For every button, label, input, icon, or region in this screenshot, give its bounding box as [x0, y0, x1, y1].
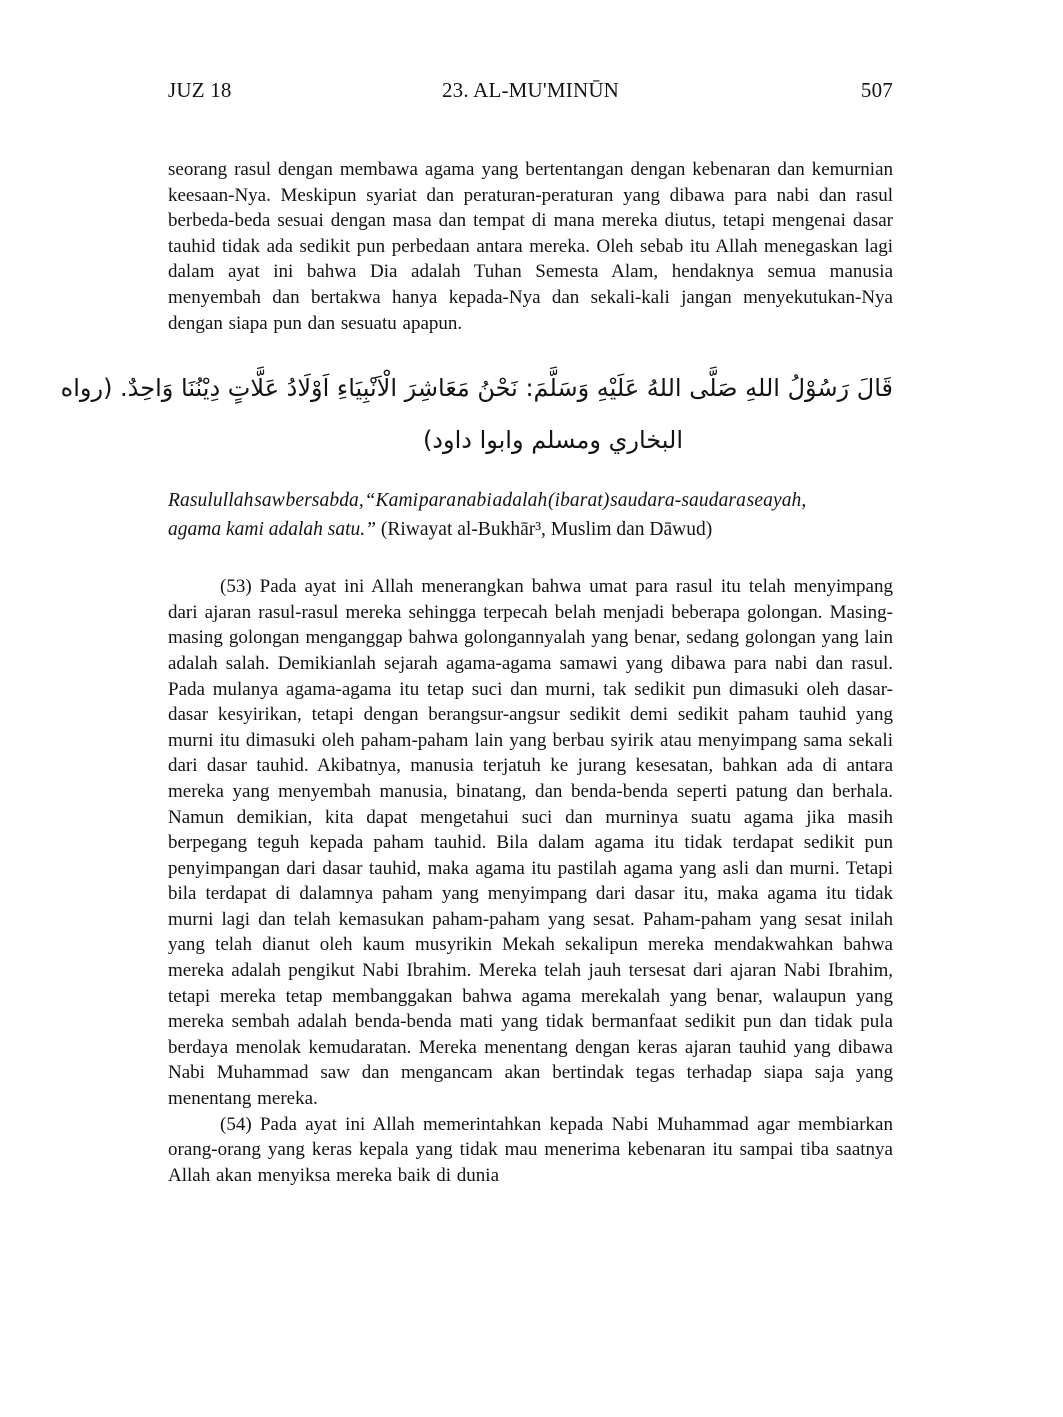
translation-line-2 — [168, 515, 893, 544]
translation-line-2-italic: agama kami adalah satu.” — [168, 519, 377, 541]
header-surah-title: 23. AL-MU'MINŪN — [441, 78, 620, 102]
translation-source: (Riwayat al-Bukhār³, Muslim dan Dāwud) — [376, 519, 713, 541]
header-page-number: 507 — [860, 78, 893, 102]
translation-line-1: Rasulullah saw bersabda, “Kami para nabi adalah (ibarat) saudara-saudara seayah, — [168, 490, 807, 512]
hadith-arabic-line-2: البخاري ومسلم وابوا داود) — [422, 426, 683, 455]
paragraph-53: (53) Pada ayat ini Allah menerangkan bahwa umat para rasul itu telah menyimpang dari ajaran rasul-rasul mereka sehingga terpecah belah menjadi beberapa golongan. Masing-masing golongan menganggap bahwa golongannyalah yang benar, sedang golongan yang lain adalah salah. Demikianlah sejarah agama-agama samawi yang dibawa para nabi dan rasul. Pada mulanya agama-agama itu tetap suci dan murni, tak sedikit pun dimasuki oleh dasar-dasar kesyirikan, tetapi dengan berangsur-angsur sedikit demi sedikit paham tauhid yang murni itu dimasuki oleh paham-paham lain yang berbau syirik atau menyimpang sama sekali dari dasar tauhid. Akibatnya, manusia terjatuh ke jurang kesesatan, bahkan ada di antara mereka yang menyembah manusia, binatang, dan benda-benda seperti patung dan berhala. Namun demikian, kita dapat mengetahui suci dan murninya suatu agama jika masih berpegang teguh kepada paham tauhid. Bila dalam agama itu tidak terdapat sedikit pun penyimpangan dari dasar tauhid, maka agama itu pastilah agama yang asli dan murni. Tetapi bila terdapat di dalamnya paham yang menyimpang dari dasar itu, maka agama itu tidak murni lagi dan telah kemasukan paham-paham yang sesat. Paham-paham yang sesat inilah yang telah dianut oleh kaum musyrikin Mekah sekalipun mereka mendakwahkan bahwa mereka adalah pengikut Nabi Ibrahim. Mereka telah jauh tersesat dari ajaran Nabi Ibrahim, tetapi mereka tetap membanggakan bahwa agama merekalah yang benar, walaupun yang mereka sembah adalah benda-benda mati yang tidak bermanfaat sedikit pun dan tidak pula berdaya menolak kemudaratan. Mereka menentang dengan keras ajaran tauhid yang dibawa Nabi Muhammad saw dan mengancam akan bertindak tegas terhadap siapa saja yang menentang mereka. — [168, 576, 893, 1110]
hadith-translation — [168, 486, 893, 544]
paragraph-54: (54) Pada ayat ini Allah memerintahkan kepada Nabi Muhammad agar membiarkan orang-orang yang keras kepala yang tidak mau menerima kebenaran itu sampai tiba saatnya Allah akan menyiksa mereka baik di dunia — [168, 1113, 893, 1186]
hadith-arabic-text — [60, 362, 893, 466]
hadith-arabic-line-1: قَالَ رَسُوْلُ اللهِ صَلَّى اللهُ عَلَيْهِ وَسَلَّمَ: نَحْنُ مَعَاشِرَ الْاَنْبِيَاءِ اَوْلَادُ عَلَّاتٍ دِيْنُنَا وَاحِدٌ. (رواه — [60, 374, 893, 403]
page-header — [168, 78, 893, 103]
intro-paragraph: seorang rasul dengan membawa agama yang bertentangan dengan kebenaran dan kemurnian keesaan-Nya. Meskipun syariat dan peraturan-peraturan yang dibawa para nabi dan rasul berbeda-beda sesuai dengan masa dan tempat di mana mereka diutus, tetapi mengenai dasar tauhid tidak ada sedikit pun perbedaan antara mereka. Oleh sebab itu Allah menegaskan lagi dalam ayat ini bahwa Dia adalah Tuhan Semesta Alam, hendaknya semua manusia menyembah dan bertakwa hanya kepada-Nya dan sekali-kali jangan menyekutukan-Nya dengan siapa pun dan sesuatu apapun. — [168, 159, 893, 334]
header-juz-label: JUZ 18 — [168, 78, 232, 102]
